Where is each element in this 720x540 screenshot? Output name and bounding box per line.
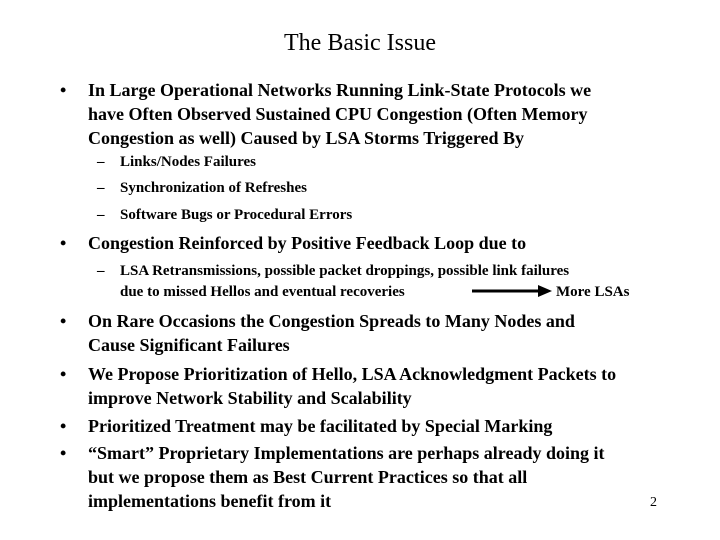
bullet-marker: • xyxy=(60,443,67,463)
bullet-text-1 xyxy=(88,78,693,150)
sub-bullet-text: Links/Nodes Failures xyxy=(120,154,257,170)
bullet-text-2: Congestion Reinforced by Positive Feedback Loop due to xyxy=(88,233,527,253)
bullet-text-6 xyxy=(88,441,693,513)
bullet-line: Cause Significant Failures xyxy=(88,335,290,355)
sub-bullet-text: Software Bugs or Procedural Errors xyxy=(120,207,353,223)
bullet-text-5: Prioritized Treatment may be facilitated by Special Marking xyxy=(88,416,553,436)
right-arrow-icon xyxy=(472,284,552,298)
bullet-marker: • xyxy=(60,364,67,384)
sub-bullet-text: LSA Retransmissions, possible packet droppings, possible link failures xyxy=(120,263,570,279)
bullet-marker: • xyxy=(60,416,67,436)
bullet-line: have Often Observed Sustained CPU Congestion (Often Memory xyxy=(88,104,588,124)
bullet-line: improve Network Stability and Scalability xyxy=(88,388,412,408)
bullet-line: We Propose Prioritization of Hello, LSA Acknowledgment Packets to xyxy=(88,364,617,384)
bullet-line: “Smart” Proprietary Implementations are perhaps already doing it xyxy=(88,443,605,463)
bullet-text-4 xyxy=(88,362,693,410)
sub-bullet-dash: – xyxy=(97,154,105,170)
bullet-marker: • xyxy=(60,233,67,253)
bullet-line: On Rare Occasions the Congestion Spreads to Many Nodes and xyxy=(88,311,575,331)
sub-bullet-dash: – xyxy=(97,263,105,279)
bullet-marker: • xyxy=(60,80,67,100)
more-lsas-label: More LSAs xyxy=(556,284,630,300)
page-number: 2 xyxy=(650,495,657,510)
sub-bullet-dash: – xyxy=(97,180,105,196)
sub-bullet-text: Synchronization of Refreshes xyxy=(120,180,307,196)
bullet-line: In Large Operational Networks Running Link-State Protocols we xyxy=(88,80,592,100)
bullet-text-3 xyxy=(88,309,693,357)
bullet-line: but we propose them as Best Current Practices so that all xyxy=(88,467,528,487)
bullet-marker: • xyxy=(60,311,67,331)
bullet-line: Congestion as well) Caused by LSA Storms Triggered By xyxy=(88,128,525,148)
bullet-line: implementations benefit from it xyxy=(88,491,332,511)
slide-title: The Basic Issue xyxy=(284,30,436,56)
sub-bullet-dash: – xyxy=(97,207,105,223)
sub-bullet-text: due to missed Hellos and eventual recoveries xyxy=(120,284,405,300)
